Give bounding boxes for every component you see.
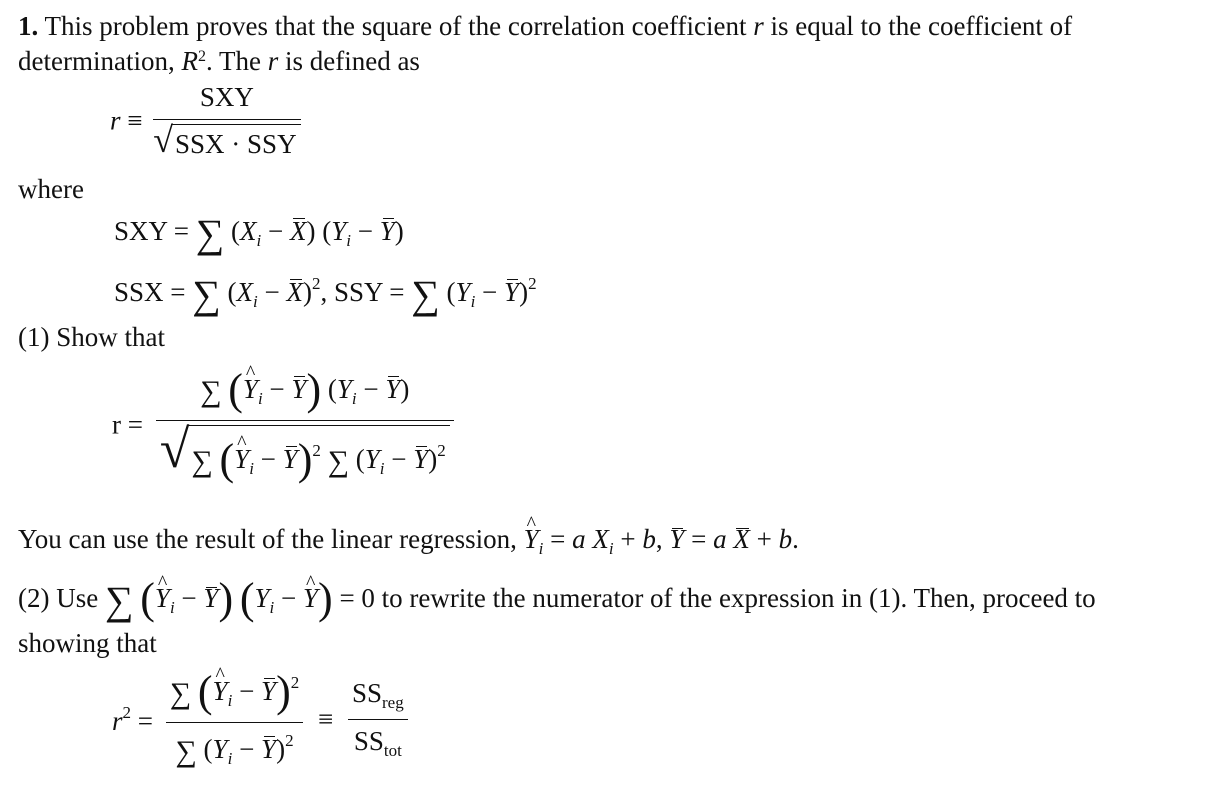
problem-number: 1. — [18, 11, 39, 41]
problem-intro-line1 — [18, 13, 1072, 40]
sigma-icon: ∑ — [411, 272, 440, 317]
sxy-lhs: SXY = — [114, 216, 189, 246]
sigma-icon: ∑ — [327, 445, 349, 478]
part2-line1: (2) Use ∑ (^ $Y_i - Y$) ($Y_i$ − ^ Y) = 0 to rewrite the numerator of the expression in (1). Then, proceed to — [18, 577, 1096, 621]
sigma-icon: ∑ — [191, 445, 213, 478]
r-eq-lhs: r = — [112, 409, 143, 440]
part1-label: (1) Show that — [18, 322, 165, 352]
part2-prefix: (2) Use — [18, 583, 99, 613]
ssx-ssy-equation: SSX = ∑ $(X_i - X)^2$, SSY = ∑ $(Y_i - Y)^2$ — [114, 272, 537, 317]
ssy-lhs: , SSY = — [320, 277, 405, 307]
sigma-icon: ∑ — [169, 677, 192, 710]
ss-ratio-fraction: $\frac{SS_{reg}}{SS_{tot}}$ — [348, 678, 408, 761]
sigma-icon: ∑ — [195, 211, 225, 256]
r-definition-equation: r ≡ SXY √ SSX · SSY — [110, 82, 305, 160]
equiv-symbol: ≡ — [317, 704, 334, 734]
problem-intro-line2: determination, $R^2$. The r is defined as — [18, 46, 420, 76]
sigma-icon: ∑ — [200, 375, 222, 408]
r-expression-equation — [112, 365, 454, 484]
r-def-denominator: SSX · SSY — [171, 124, 301, 160]
part2-line2: showing that — [18, 628, 157, 658]
part2-suffix: = 0 to rewrite the numerator of the expression in (1). Then, proceed to — [339, 583, 1096, 613]
ssx-lhs: SSX = — [114, 277, 186, 307]
regression-note: You can use the result of the linear regression, ^ $Y_i = a$ $X_i + b$, Y = a X + b. — [18, 526, 799, 557]
sigma-icon: ∑ — [192, 272, 221, 317]
sqrt-icon: √ — [153, 120, 174, 160]
sqrt-icon: √ — [159, 419, 190, 479]
r-def-numerator: SXY — [199, 82, 254, 112]
intro-text: This problem proves that the square of the correlation coefficient r is equal to the coefficient of — [44, 11, 1073, 41]
sigma-icon: ∑ — [175, 735, 197, 768]
r-expression-fraction: ∑ (^ $Y_i - Y$) $(Y_i - Y)$ √ ∑ (^ $Y_i - Y)^2$ ∑ $(Y_i - Y)^2$ — [156, 368, 454, 482]
r-squared-equation: $r^2$ = $\frac{\sum (\^{} Y_i - Y)^2}{\sum (Y_i - Y)^2}$ ≡ $\frac{SS_{reg}}{SS_{tot}}$ — [112, 670, 408, 769]
sigma-icon: ∑ — [104, 578, 134, 623]
where-label: where — [18, 174, 84, 204]
r-definition-fraction — [149, 82, 304, 160]
sxy-equation: SXY = ∑ $(X_i - X) (Y_i - Y)$ — [114, 211, 404, 256]
r-squared-fraction: $\frac{\sum (\^{} Y_i - Y)^2}{\sum (Y_i - Y)^2}$ — [166, 670, 303, 769]
